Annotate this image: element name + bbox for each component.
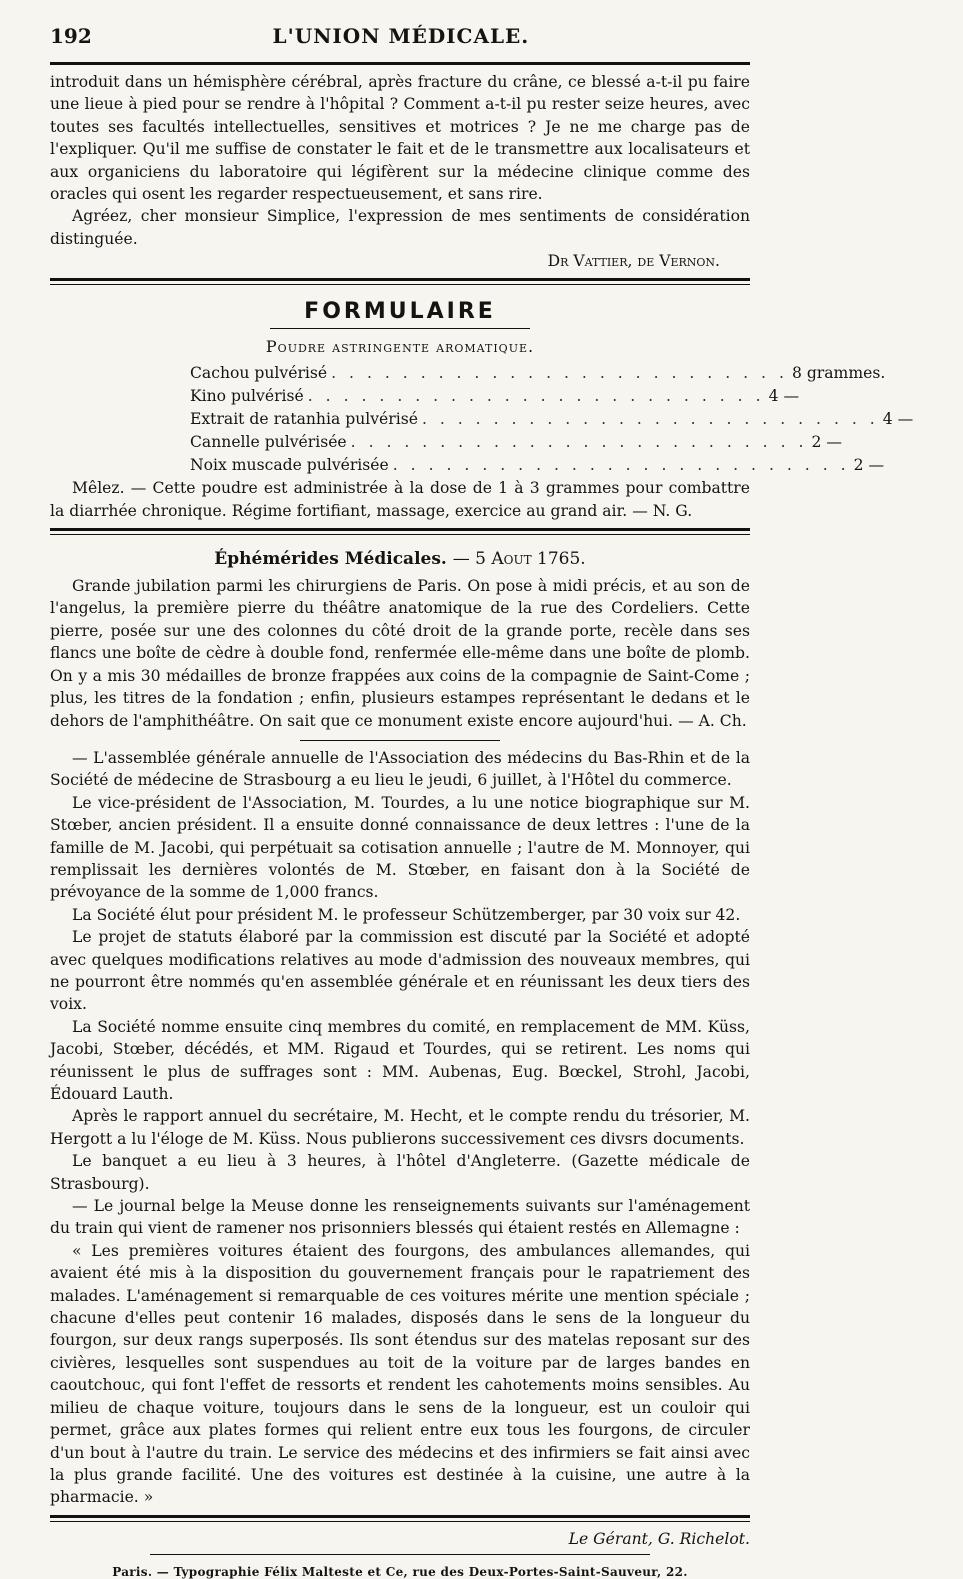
ingredient-name: Extrait de ratanhia pulvérisé [190,410,418,429]
gerant-signature: Le Gérant, G. Richelot. [568,1529,750,1548]
leader-dots: . . . . . . . . . . . . . . . . . . . . . . . . . . [421,410,879,429]
formulaire-subtitle: Poudre astringente aromatique. [265,337,535,357]
leader-dots: . . . . . . . . . . . . . . . . . . . . . . . . . . [350,433,808,452]
running-header [50,24,750,62]
ingredient-list [50,362,914,477]
ingredient-qty: 2 — [811,433,842,452]
news-paragraph: Après le rapport annuel du secrétaire, M. Hecht, et le compte rendu du trésorier, M. Hergott a lu l'éloge de M. Küss. Nous publierons successivement ces divsrs documents. [50,1107,750,1148]
section-rule [50,278,750,285]
short-rule [300,740,500,741]
ingredient-name: Kino pulvérisé [190,387,304,406]
news-paragraph: « Les premières voitures étaient des fourgons, des ambulances allemandes, qui avaient été mis à la disposition du gouvernement français pour le rapatriement des malades. L'aménagement si remarquable de ces voitures mérite une mention spéciale ; chacune d'elles peut contenir 16 malades, disposés dans le sens de la longueur du fourgon, sur deux rangs superposés. Ils sont étendus sur des matelas reposant sur des civières, lesquelles sont suspendues au toit de la voiture par de larges bandes en caoutchouc, qui font l'effet de ressorts et rendent les cahotements moins sensibles. Au milieu de chaque voiture, toujours dans le sens de la longueur, est un couloir qui permet, grâce aux plates formes qui relient entre eux tous les fourgons, de circuler d'un bout à l'autre du train. Le service des médecins et des infirmiers se fait ainsi avec la plus grande facilité. Une des voitures est destinée à la cuisine, une autre à la pharmacie. » [50,1241,750,1507]
ephemerides-title: Éphémérides Médicales. [214,549,447,570]
ingredient-row [50,362,886,385]
section-rule [50,528,750,535]
ingredient-name: Cachou pulvérisé [190,364,328,383]
news-paragraph: La Société élut pour président M. le professeur Schützemberger, par 30 voix sur 42. [72,905,741,924]
ingredient-name: Cannelle pulvérisée [190,433,347,452]
ingredient-name: Noix muscade pulvérisée [190,456,389,475]
imprint-rule [150,1554,650,1555]
ingredient-row [50,454,885,477]
ingredient-qty: 8 grammes. [791,364,886,383]
leader-dots: . . . . . . . . . . . . . . . . . . . . . . . . . . [307,387,765,406]
journal-title: L'UNION MÉDICALE. [272,24,530,48]
news-paragraph: La Société nomme ensuite cinq membres du comité, en remplacement de MM. Küss, Jacobi, Stœber, décédés, et MM. Rigaud et Tourdes, qui se retirent. Les noms qui réunissent le plus de suffrages sont : MM. Aubenas, Eug. Bœckel, Strohl, Jacobi, Édouard Lauth. [50,1017,750,1103]
leader-dots: . . . . . . . . . . . . . . . . . . . . . . . . . . [392,456,850,475]
ingredient-row [50,385,800,408]
author-signature: Dr Vattier, de Vernon. [547,252,720,271]
news-paragraph: — L'assemblée générale annuelle de l'Association des médecins du Bas-Rhin et de la Société de médecine de Strasbourg a eu lieu le jeudi, 6 juillet, à l'Hôtel du commerce. [50,748,750,790]
formulaire-underline [270,328,530,329]
footer-rule [50,1515,750,1522]
page-number: 192 [50,24,92,48]
formulaire-note: Mêlez. — Cette poudre est administrée à la dose de 1 à 3 grammes pour combattre la diarrhée chronique. Régime fortifiant, massage, exercice au grand air. — N. G. [50,479,750,520]
ingredient-qty: 4 — [882,410,914,429]
intro-paragraph: introduit dans un hémisphère cérébral, après fracture du crâne, ce blessé a-t-il pu faire une lieue à pied pour se rendre à l'hôpital ? Comment a-t-il pu rester seize heures, avec toutes ses facultés intellectuelles, sensitives et motrices ? Je ne me charge pas de l'expliquer. Qu'il me suffise de constater le fait et de le transmettre aux localisateurs et aux organiciens du laboratoire qui légifèrent sur la médecine clinique comme des oracles qui osent les regarder respectueusement, et sans rire. [50,73,750,204]
formulaire-heading: FORMULAIRE [304,299,496,325]
ingredient-row [50,431,842,454]
news-paragraph: Le banquet a eu lieu à 3 heures, à l'hôtel d'Angleterre. (Gazette médicale de Strasbourg). [50,1152,750,1193]
closing-paragraph: Agréez, cher monsieur Simplice, l'expression de mes sentiments de considération distinguée. [50,207,750,248]
ephemerides-date: — 5 Aout 1765. [452,549,586,570]
ingredient-qty: 4 — [768,387,800,406]
printer-imprint: Paris. — Typographie Félix Malteste et Ce, rue des Deux-Portes-Saint-Sauveur, 22. [112,1564,688,1579]
news-paragraph: Le vice-président de l'Association, M. Tourdes, a lu une notice biographique sur M. Stœber, ancien président. Il a ensuite donné connaissance de deux lettres : l'une de la famille de M. Jacobi, qui perpétuait sa cotisation annuelle ; l'autre de M. Monnoyer, qui remplissait les dernières volontés de M. Stœber, en faisant don à la Société de prévoyance de la somme de 1,000 francs. [50,793,750,902]
ingredient-qty: 2 — [853,456,885,475]
news-paragraph: Le projet de statuts élaboré par la commission est discuté par la Société et adopté avec quelques modifications relatives au mode d'admission des nouveaux membres, qui ne pourront être nommés qu'en assemblée générale et en réunissant les deux tiers des voix. [50,928,750,1014]
ephemerides-text: Grande jubilation parmi les chirurgiens de Paris. On pose à midi précis, et au son de l'angelus, la première pierre du théâtre anatomique de la rue des Cordeliers. Cette pierre, posée sur une des colonnes du côté droit de la grande porte, recèle dans ses flancs une boîte de cèdre à double fond, renfermée elle-même dans une boîte de plomb. On y a mis 30 médailles de bronze frappées aux coins de la compagnie de Saint-Come ; plus, les titres de la fondation ; enfin, plusieurs estampes représentant le dedans et le dehors de l'amphithéâtre. On sait que ce monument existe encore aujourd'hui. — A. Ch. [50,577,750,730]
ingredient-row [50,408,914,431]
ephemerides-heading [50,549,750,569]
news-paragraph: — Le journal belge la Meuse donne les renseignements suivants sur l'aménagement du train qui vient de ramener nos prisonniers blessés qui étaient restés en Allemagne : [50,1197,750,1238]
leader-dots: . . . . . . . . . . . . . . . . . . . . . . . . . . [331,364,788,383]
